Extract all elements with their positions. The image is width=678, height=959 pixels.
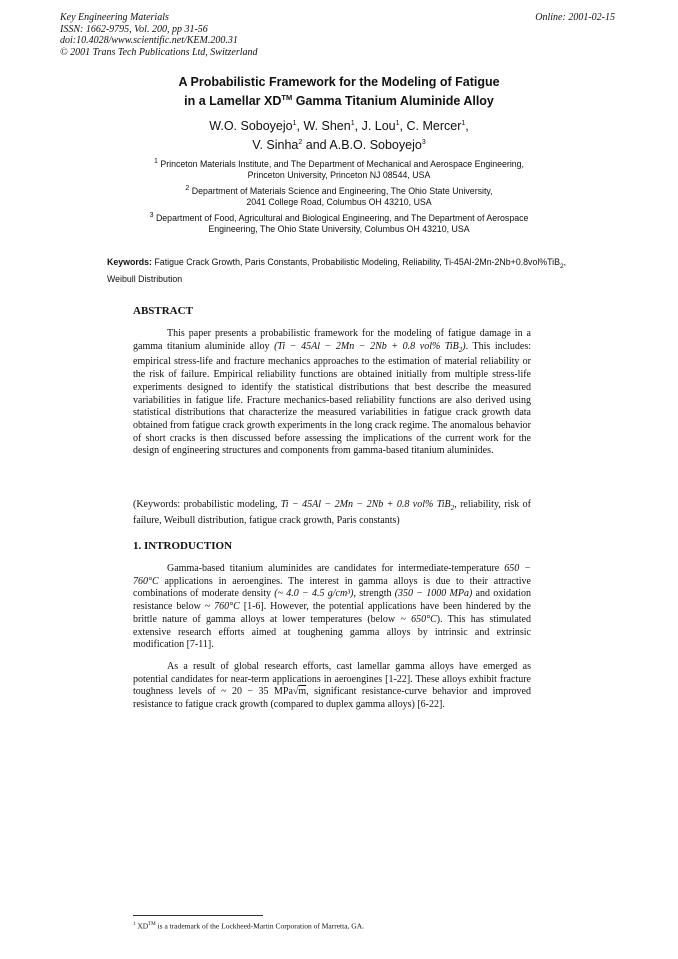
author: W.O. Soboyejo [209,119,293,134]
introduction-heading: 1. INTRODUCTION [133,540,233,552]
affiliation-sup: 2 [185,185,190,192]
title-line-1: A Probabilistic Framework for the Modeling of Fatigue [178,75,500,89]
journal-header [60,12,420,58]
affiliation-sup: 1 [461,120,466,127]
footnote-rule [133,915,263,916]
abstract-heading: ABSTRACT [133,305,193,317]
text: , strength [353,588,395,600]
title-text: in a Lamellar XD [184,94,282,109]
formula: m [298,686,307,698]
keywords-text: Fatigue Crack Growth, Paris Constants, Probabilistic Modeling, Reliability, Ti-45Al-2Mn-2Nb+0.8vol%TiB [151,257,560,267]
trademark-sup: TM [148,922,156,927]
formula: ~ 650°C [400,613,437,625]
text: This paper presents a probabilistic framework for the modeling of fatigue damage in a gamma titanium aluminide alloy [133,328,531,352]
abstract-keywords [133,499,531,527]
text: and oxidation resistance below [133,588,531,613]
affiliation-text: Department of Food, Agricultural and Biological Engineering, and The Department of Aerospace [155,212,529,223]
text: ). This has stimulated extensive research efforts aimed at toughening gamma alloys by intrinsic and extrinsic modification [7-11]. [133,613,531,651]
keywords-text: , Weibull Distribution [107,257,567,284]
keywords [107,256,577,285]
text: applications in aeroengines. The interest in gamma alloys is due to their attractive combinations of moderate density [133,575,531,600]
text: Gamma-based titanium aluminides are candidates for intermediate-temperature [167,563,505,574]
text: . This includes: empirical stress-life and fracture mechanics approaches to the estimation of material reliability or the risk of failure. Empirical reliability functions are obtained initially from multiple stress-life experiments designed to identify the statistical distributions that best describe the measured variabilities in fatigue life. Fracture mechanics-based reliability functions are also derived using statistical distributions that characterize the measured variabilities in fatigue crack growth data obtained from fatigue crack growth experiments in the long crack regime. The anomalous behavior of short cracks is then discussed before assessing the implications of the current work for the design of engineering structures and components from gamma-based titanium aluminides. [133,340,531,457]
author-line-2 [60,135,618,154]
copyright: © 2001 Trans Tech Publications Ltd, Switzerland [60,46,258,58]
formula [274,341,466,352]
text: , significant resistance-curve behavior and improved resistance to fatigue crack growth (compared to duplex gamma alloys) [6-22]. [133,686,531,711]
introduction-body [133,563,531,652]
intro-paragraph-1 [133,563,531,652]
text: , reliability, risk of failure, Weibull distribution, fatigue crack growth, Paris constants) [133,499,531,526]
affiliation-line: Engineering, The Ohio State University, Columbus OH 43210, USA [208,224,470,235]
formula-text: ) [462,340,466,352]
formula: (350 − 1000 MPa) [394,588,473,600]
footnote-sup: 1 [133,922,136,927]
formula-text: Ti − 45Al − 2Mn − 2Nb + 0.8 vol% TiB [280,499,451,510]
intro-paragraph-2 [133,661,531,712]
subscript: 2 [458,345,463,354]
author-line-1: W.O. Soboyejo$^1$, W. Shen$^1$, J. Lou$^1$, C. Mercer$^1$, [209,119,469,134]
formula [281,499,454,510]
author-list [60,116,618,153]
affiliation-line [60,156,618,170]
formula: (~ 4.0 − 4.5 g/cm³) [274,588,354,600]
formula: ~ 20 − 35 MPa [221,686,293,698]
footnote [133,920,364,931]
issn: ISSN: 1662-9795, Vol. 200, pp 31-56 [60,23,208,35]
text: (Keywords: probabilistic modeling, [133,499,281,510]
author: A.B.O. Soboyejo [329,137,422,152]
affiliation-sup: 1 [350,120,355,127]
trademark-sup: TM [281,93,293,102]
doi: doi:10.4028/www.scientific.net/KEM.200.31 [60,35,238,47]
affiliation-text: Department of Materials Science and Engineering, The Ohio State University, [191,185,493,196]
abstract-keywords-paragraph [133,499,531,527]
affiliation-sup: 1 [395,120,400,127]
abstract-paragraph [133,328,531,458]
subscript: 2 [559,262,564,270]
affiliation-line: Princeton University, Princeton NJ 08544, USA [247,170,431,181]
affiliation-text: Princeton Materials Institute, and The Department of Mechanical and Aerospace Engineering, [160,158,524,169]
subscript: 2 [450,504,455,512]
author: W. Shen [303,119,351,134]
journal-name: Key Engineering Materials [60,12,169,23]
affiliation-line [60,210,618,224]
formula-text: (Ti − 45Al − 2Mn − 2Nb + 0.8 vol% TiB [274,340,459,352]
footnote-text: is a trademark of the Lockheed-Martin Corporation of Marretta, GA. [155,921,364,931]
affiliation-3 [60,210,618,236]
affiliation-sup: 1 [292,120,297,127]
author: C. Mercer [406,119,462,134]
title-line-2 [60,90,618,109]
affiliation-sup: 3 [149,212,154,219]
affiliation-2 [60,183,618,209]
affiliation-sup: 2 [298,138,303,146]
author: V. Sinha [252,137,299,152]
paper-title [60,74,618,109]
text: As a result of global research efforts, cast lamellar gamma alloys have emerged as potential candidates for near-term applications in aeroengines [1-22]. These alloys exhibit fracture toughness levels of [133,661,531,698]
online-date: Online: 2001-02-15 [535,12,615,23]
sqrt-symbol: √ [292,686,299,698]
keywords-label: Keywords: [107,257,152,267]
affiliation-sup: 1 [153,158,158,165]
author: J. Lou [361,119,396,134]
affiliation-sup: 3 [421,138,426,146]
formula: ~ 760°C [204,601,240,613]
affiliation-line: 2041 College Road, Columbus OH 43210, USA [246,197,432,208]
title-text: Gamma Titanium Aluminide Alloy [292,94,494,109]
formula: 650 − 760°C [133,563,532,587]
abstract-body [133,328,531,458]
footnote-text: XD [135,921,149,931]
introduction-body-2 [133,661,531,712]
affiliation-1 [60,156,618,182]
text: [1-6]. However, the potential applications have been hindered by the brittle nature of gamma alloys at lower temperatures (below [133,601,531,625]
and-word: and [302,137,330,152]
affiliation-line [60,183,618,197]
